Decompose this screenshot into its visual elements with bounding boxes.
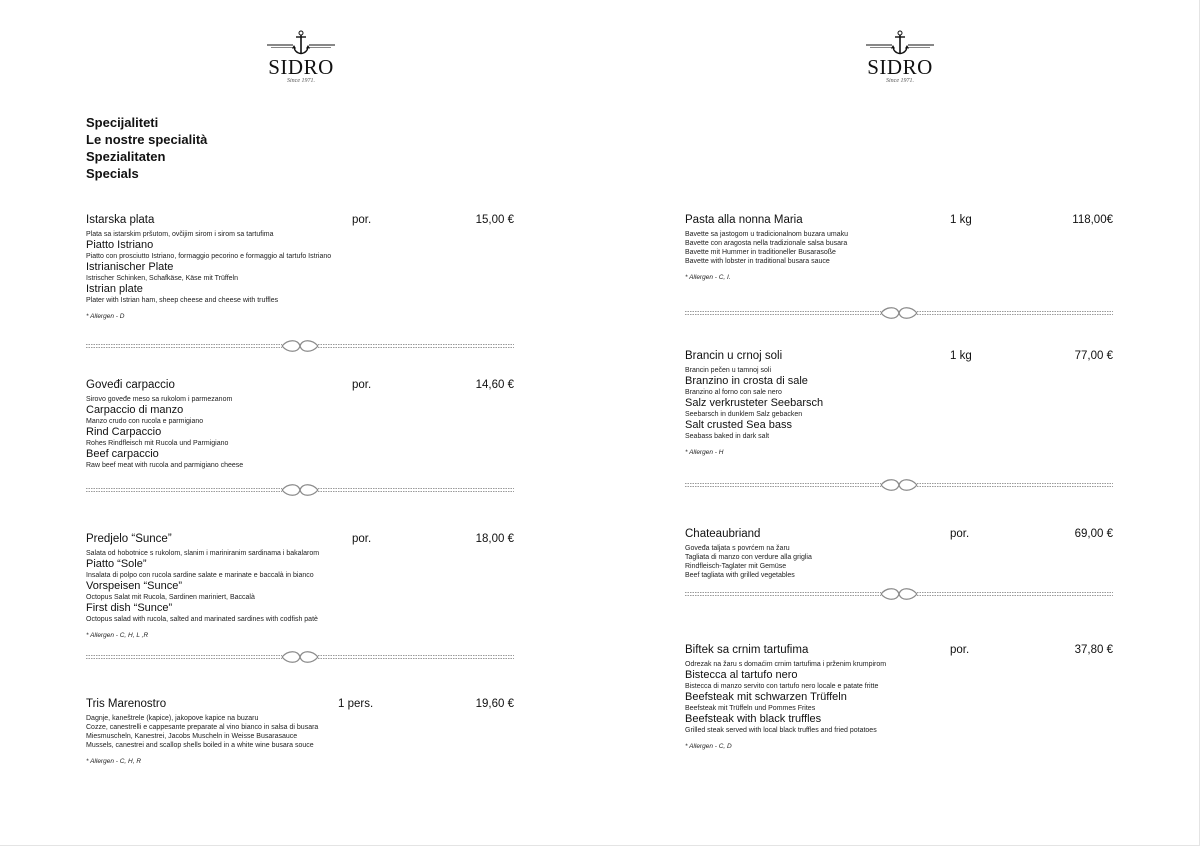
- item-translation: Piatto “Sole”: [86, 558, 147, 570]
- item-price: 18,00 €: [475, 533, 514, 545]
- item-unit: 1 pers.: [338, 698, 374, 710]
- item-description: Brancin pečen u tamnoj soli: [685, 367, 771, 374]
- item-unit: por.: [950, 644, 970, 656]
- item-price: 69,00 €: [1074, 528, 1113, 540]
- item-translation: Branzino in crosta di sale: [685, 375, 808, 387]
- logo-right: [860, 30, 940, 86]
- item-translation: Vorspeisen “Sunce”: [86, 580, 182, 592]
- item-description: Tagliata di manzo con verdure alla griglia: [685, 554, 812, 561]
- item-allergen: * Allergen - D: [86, 313, 125, 320]
- item-description: Miesmuscheln, Kanestrei, Jacobs Muscheln in Weisse Busarasauce: [86, 733, 298, 740]
- item-title: Istarska plata: [86, 214, 155, 226]
- item-description: Goveđa taljata s povrćem na žaru: [685, 545, 790, 552]
- item-unit: 1 kg: [950, 350, 972, 362]
- item-description: Seebarsch in dunklem Salz gebacken: [685, 411, 803, 418]
- item-price: 14,60 €: [475, 379, 514, 391]
- item-header: [86, 214, 514, 230]
- item-description: Dagnje, kaneštrele (kapice), jakopove kapice na buzaru: [86, 715, 259, 722]
- brand-name: SIDRO: [268, 55, 334, 79]
- item-description: Grilled steak served with local black truffles and fried potatoes: [685, 727, 877, 734]
- item-description: Beefsteak mit Trüffeln und Pommes Frites: [685, 705, 816, 712]
- item-unit: por.: [352, 214, 372, 226]
- item-title: Predjelo “Sunce”: [86, 533, 172, 545]
- item-description: Raw beef meat with rucola and parmigiano cheese: [86, 462, 244, 469]
- item-translation: Istrianischer Plate: [86, 261, 174, 273]
- rope-divider: [685, 587, 1113, 601]
- menu-item: [685, 214, 1113, 281]
- item-price: 37,80 €: [1074, 644, 1113, 656]
- item-price: 77,00 €: [1074, 350, 1113, 362]
- item-unit: por.: [352, 533, 372, 545]
- item-allergen: * Allergen - C, D: [685, 743, 732, 750]
- item-description: Beef tagliata with grilled vegetables: [685, 572, 795, 579]
- menu-item: [86, 214, 514, 320]
- item-translation: Carpaccio di manzo: [86, 404, 184, 416]
- item-price: 15,00 €: [475, 214, 514, 226]
- item-title: Pasta alla nonna Maria: [685, 214, 803, 226]
- item-description: Plater with Istrian ham, sheep cheese and cheese with truffles: [86, 297, 279, 304]
- item-title: Biftek sa crnim tartufima: [685, 644, 809, 656]
- item-translation: Piatto Istriano: [86, 239, 154, 251]
- anchor-icon: [263, 30, 339, 56]
- item-allergen: * Allergen - H: [685, 449, 724, 456]
- item-description: Seabass baked in dark salt: [685, 433, 770, 440]
- item-header: [86, 533, 514, 549]
- item-translation: Beefsteak mit schwarzen Trüffeln: [685, 691, 847, 703]
- heading-en: Specials: [86, 166, 139, 181]
- item-translation: First dish “Sunce”: [86, 602, 173, 614]
- item-title: Goveđi carpaccio: [86, 379, 175, 391]
- item-allergen: * Allergen - C, I.: [685, 274, 731, 281]
- item-description: Octopus Salat mit Rucola, Sardinen mariniert, Baccalà: [86, 594, 255, 601]
- item-translation: Istrian plate: [86, 283, 143, 295]
- item-description: Manzo crudo con rucola e parmigiano: [86, 418, 204, 425]
- item-price: 19,60 €: [475, 698, 514, 710]
- item-translation: Beefsteak with black truffles: [685, 713, 822, 725]
- brand-since: Since 1971.: [886, 78, 914, 84]
- item-description: Octopus salad with rucola, salted and marinated sardines with codfish patè: [86, 616, 318, 623]
- heading-de: Spezialitaten: [86, 149, 166, 164]
- item-description: Mussels, canestrei and scallop shells boiled in a white wine busara souce: [86, 742, 314, 749]
- item-allergen: * Allergen - C, H, R: [86, 758, 142, 765]
- item-description: Cozze, canestrelli e cappesante preparate al vino bianco in salsa di busara: [86, 724, 319, 731]
- menu-item: [685, 644, 1113, 750]
- item-description: Rohes Rindfleisch mit Rucola und Parmigiano: [86, 440, 229, 447]
- item-description: Odrezak na žaru s domaćim crnim tartufima i prženim krumpirom: [685, 661, 887, 668]
- item-description: Insalata di polpo con rucola sardine salate e marinate e baccalà in bianco: [86, 572, 314, 579]
- rope-divider: [86, 483, 514, 497]
- item-description: Bistecca di manzo servito con tartufo nero locale e patate fritte: [685, 683, 879, 690]
- brand-since: Since 1971.: [287, 78, 315, 84]
- item-description: Bavette mit Hummer in traditioneller Busarasoße: [685, 249, 836, 256]
- item-header: [685, 644, 1113, 660]
- item-description: Bavette sa jastogom u tradicionalnom buzara umaku: [685, 231, 849, 238]
- menu-item: [685, 350, 1113, 456]
- item-header: [86, 698, 514, 714]
- item-translation: Salt crusted Sea bass: [685, 419, 793, 431]
- rope-divider: [86, 339, 514, 353]
- item-description: Piatto con prosciutto Istriano, formaggio pecorino e formaggio al tartufo Istriano: [86, 253, 332, 260]
- item-description: Branzino al forno con sale nero: [685, 389, 782, 396]
- item-header: [86, 379, 514, 395]
- item-unit: 1 kg: [950, 214, 972, 226]
- item-unit: por.: [950, 528, 970, 540]
- heading-it: Le nostre specialità: [86, 132, 208, 147]
- menu-item: [685, 528, 1113, 580]
- brand-name: SIDRO: [867, 55, 933, 79]
- item-translation: Beef carpaccio: [86, 448, 159, 460]
- item-header: [685, 350, 1113, 366]
- item-price: 118,00€: [1072, 214, 1113, 226]
- item-description: Istrischer Schinken, Schafkäse, Käse mit Trüffeln: [86, 275, 238, 282]
- item-description: Bavette with lobster in traditional busara sauce: [685, 258, 830, 265]
- anchor-icon: [862, 30, 938, 56]
- item-description: Plata sa istarskim pršutom, ovčijim sirom i sirom sa tartufima: [86, 231, 274, 238]
- item-translation: Rind Carpaccio: [86, 426, 162, 438]
- rope-divider: [685, 306, 1113, 320]
- menu-item: [86, 698, 514, 765]
- logo-left: [261, 30, 341, 86]
- item-header: [685, 528, 1113, 544]
- section-heading: [86, 114, 207, 182]
- item-translation: Salz verkrusteter Seebarsch: [685, 397, 824, 409]
- menu-item: [86, 533, 514, 639]
- item-header: [685, 214, 1113, 230]
- menu-item: [86, 379, 514, 470]
- item-description: Sirovo goveđe meso sa rukolom i parmezanom: [86, 396, 233, 403]
- item-description: Rindfleisch-Taglater mit Gemüse: [685, 563, 787, 570]
- item-description: Bavette con aragosta nella tradizionale salsa busara: [685, 240, 848, 247]
- item-title: Brancin u crnoj soli: [685, 350, 783, 362]
- rope-divider: [86, 650, 514, 664]
- item-unit: por.: [352, 379, 372, 391]
- rope-divider: [685, 478, 1113, 492]
- item-translation: Bistecca al tartufo nero: [685, 669, 798, 681]
- item-allergen: * Allergen - C, H, L ,R: [86, 632, 149, 639]
- item-description: Salata od hobotnice s rukolom, slanim i mariniranim sardinama i bakalarom: [86, 550, 320, 557]
- item-title: Chateaubriand: [685, 528, 761, 540]
- item-title: Tris Marenostro: [86, 698, 167, 710]
- heading-hr: Specijaliteti: [86, 115, 159, 130]
